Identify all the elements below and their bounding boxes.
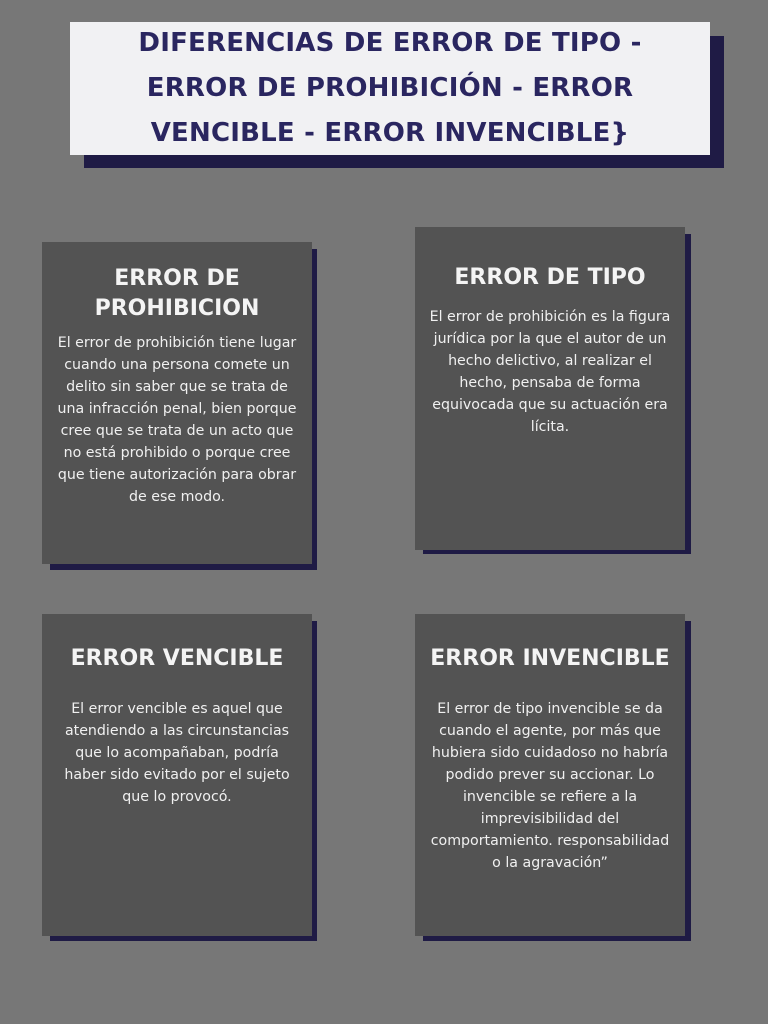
card-body: El error vencible es aquel que atendiendo a las circunstancias que lo acompañaban, podría haber sido evitado por el sujeto que lo provocó.	[64, 701, 290, 805]
card-error-de-prohibicion	[42, 242, 312, 564]
card-title: ERROR DE TIPO	[454, 265, 646, 290]
card-body: El error de prohibición es la figura jurídica por la que el autor de un hecho delictivo, al realizar el hecho, pensaba de forma equivocada que su actuación era lícita.	[429, 309, 671, 435]
title-box	[70, 22, 710, 155]
card-title: ERROR DE PROHIBICION	[94, 266, 260, 321]
card-body: El error de prohibición tiene lugar cuando una persona comete un delito sin saber que se trata de una infracción penal, bien porque cree que se trata de un acto que no está prohibido o porque cree que tiene autorización para obrar de ese modo.	[57, 335, 297, 505]
card-error-de-tipo	[415, 227, 685, 550]
card-body: El error de tipo invencible se da cuando el agente, por más que hubiera sido cuidadoso no habría podido prever su accionar. Lo invencible se refiere a la imprevisibilidad del comportamiento. responsabilidad o la agravación”	[430, 701, 670, 871]
card-title: ERROR VENCIBLE	[70, 646, 284, 671]
page-title: DIFERENCIAS DE ERROR DE TIPO - ERROR DE PROHIBICIÓN - ERROR VENCIBLE - ERROR INVENCIBLE}	[138, 28, 642, 148]
card-error-vencible	[42, 614, 312, 936]
card-title: ERROR INVENCIBLE	[430, 646, 670, 671]
card-error-invencible	[415, 614, 685, 936]
